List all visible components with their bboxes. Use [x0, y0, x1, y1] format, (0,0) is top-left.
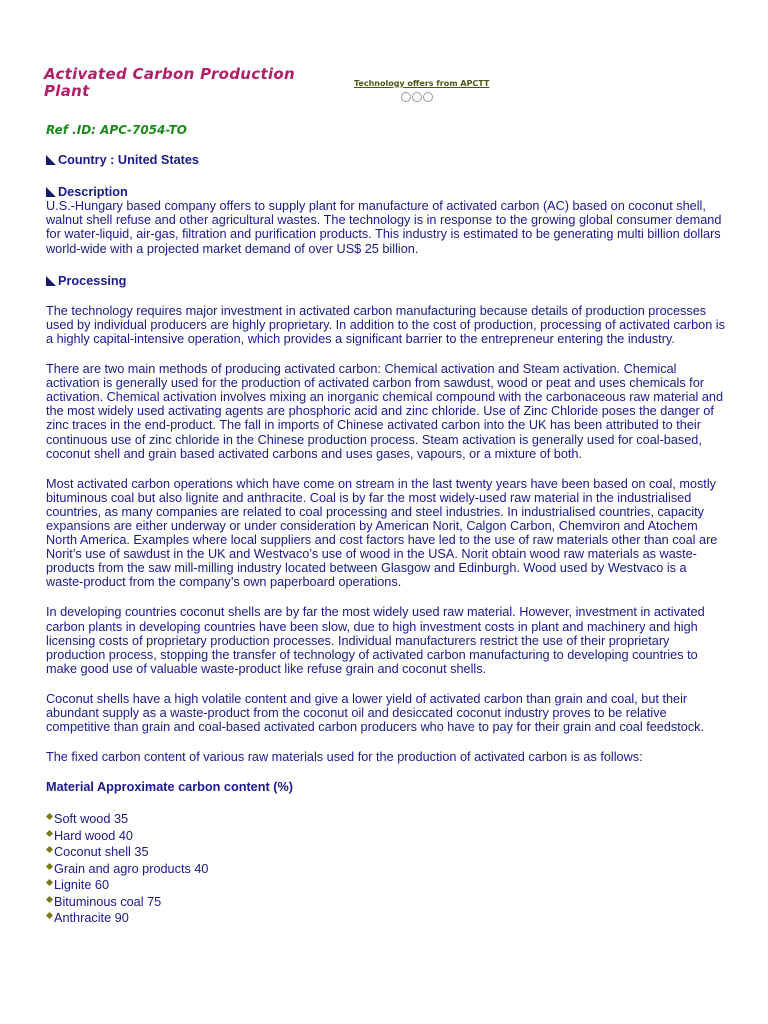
triangle-bullet-icon — [46, 187, 56, 197]
diamond-bullet-icon — [46, 846, 53, 853]
processing-paragraph: Coconut shells have a high volatile content and give a lower yield of activated carbon than grain and coal, but their abundant supply as a waste-product from the coconut oil and desiccated coconut industry proves to be relative competitive than grain and coal-based activated carbon producers who have to pay for their grain and coal feedstock. — [46, 691, 705, 735]
processing-paragraph: In developing countries coconut shells are by far the most widely used raw material. However, investment in activated carbon plants in developing countries have been slow, due to high investment costs in plant and machinery and high licensing costs of proprietary production processes. Individual manufacturers restrict the use of their proprietary production process, stopping the transfer of technology of activated carbon manufacturing to developing countries to make good use of valuable waste-product like refuse grain and coconut shells. — [46, 605, 705, 676]
description-text: U.S.-Hungary based company offers to supply plant for manufacture of activated carbon (AC) based on coconut shell, walnut shell refuse and other agricultural wastes. The technology is in response to the growing global consumer demand for water-liquid, air-gas, filtration and purification products. This industry is estimated to be generating multi billion dollars world-wide with a projected market demand of over US$ 25 billion. — [46, 199, 722, 256]
triangle-bullet-icon — [46, 155, 56, 165]
offer-icons — [401, 92, 433, 102]
list-item — [46, 812, 726, 826]
diamond-bullet-icon — [46, 863, 53, 870]
materials-list — [46, 812, 726, 925]
processing-paragraph: The fixed carbon content of various raw materials used for the production of activated carbon is as follows: — [46, 750, 643, 765]
material-item: Grain and agro products 40 — [54, 861, 209, 876]
list-item — [46, 895, 726, 909]
country-heading — [46, 153, 726, 167]
material-item: Lignite 60 — [54, 878, 110, 893]
diamond-bullet-icon — [46, 830, 53, 837]
material-item: Coconut shell 35 — [54, 845, 149, 860]
list-item — [46, 911, 726, 925]
triangle-bullet-icon — [46, 276, 56, 286]
list-item — [46, 829, 726, 843]
main-content — [46, 123, 726, 928]
material-item: Hard wood 40 — [54, 828, 133, 843]
processing-paragraph: There are two main methods of producing activated carbon: Chemical activation and Steam activation. Chemical activation is generally used for the production of activated carbon from sawdust, wood or peat and uses chemicals for activation. Chemical activation involves mixing an inorganic chemical compound with the carbonaceous raw material and the most widely used activating agents are phosphoric acid and zinc chloride. Use of Zinc Chloride poses the danger of zinc traces in the end-product. The fall in imports of Chinese activated carbon into the UK has been attributed to their continuous use of zinc chloride in the Chinese production process. Steam activation is generally used for coal-based, coconut shell and grain based activated carbons and uses gases, vapours, or a mixture of both. — [46, 362, 724, 461]
list-item — [46, 862, 726, 876]
technology-offers-link[interactable]: Technology offers from APCTT — [354, 79, 490, 88]
ref-id: Ref .ID: APC-7054-TO — [46, 123, 188, 137]
processing-paragraph: The technology requires major investment in activated carbon manufacturing because details of production processes used by individual producers are highly proprietary. In addition to the cost of production, processing of activated carbon is a highly capital-intensive operation, which provides a significant barrier to the entrepreneur entering the industry. — [46, 303, 725, 346]
material-item: Anthracite 90 — [54, 911, 129, 926]
material-item: Bituminous coal 75 — [54, 894, 162, 909]
page-title: Activated Carbon Production Plant — [44, 65, 295, 100]
circle-icon[interactable] — [401, 92, 411, 102]
processing-heading-label: Processing — [58, 273, 127, 288]
circle-icon[interactable] — [423, 92, 433, 102]
processing-heading — [46, 274, 726, 288]
description-heading-label: Description — [58, 185, 128, 200]
diamond-bullet-icon — [46, 813, 53, 820]
material-item: Soft wood 35 — [54, 812, 129, 827]
list-item — [46, 845, 726, 859]
diamond-bullet-icon — [46, 896, 53, 903]
diamond-bullet-icon — [46, 879, 53, 886]
list-item — [46, 878, 726, 892]
materials-heading: Material Approximate carbon content (%) — [46, 780, 293, 795]
processing-paragraph: Most activated carbon operations which have come on stream in the last twenty years have been based on coal, mostly bituminous coal but also lignite and anthracite. Coal is by far the most widely-used raw material in the industrialised countries, as many companies are related to coal processing and steel industries. In industrialised countries, capacity expansions are either underway or under consideration by American Norit, Calgon Carbon, Chemviron and Atochem North America. Examples where local suppliers and cost factors have led to the use of raw materials other than coal are Norit’s use of sawdust in the UK and Westvaco’s use of wood in the USA. Norit obtain wood raw materials as waste-products from the saw mill-milling industry located between Glasgow and Edinburgh. Wood used by Westvaco is a waste-product from the company’s own paperboard operations. — [46, 476, 718, 590]
description-heading — [46, 185, 726, 199]
circle-icon[interactable] — [412, 92, 422, 102]
country-label: Country : United States — [58, 153, 199, 168]
diamond-bullet-icon — [46, 912, 53, 919]
